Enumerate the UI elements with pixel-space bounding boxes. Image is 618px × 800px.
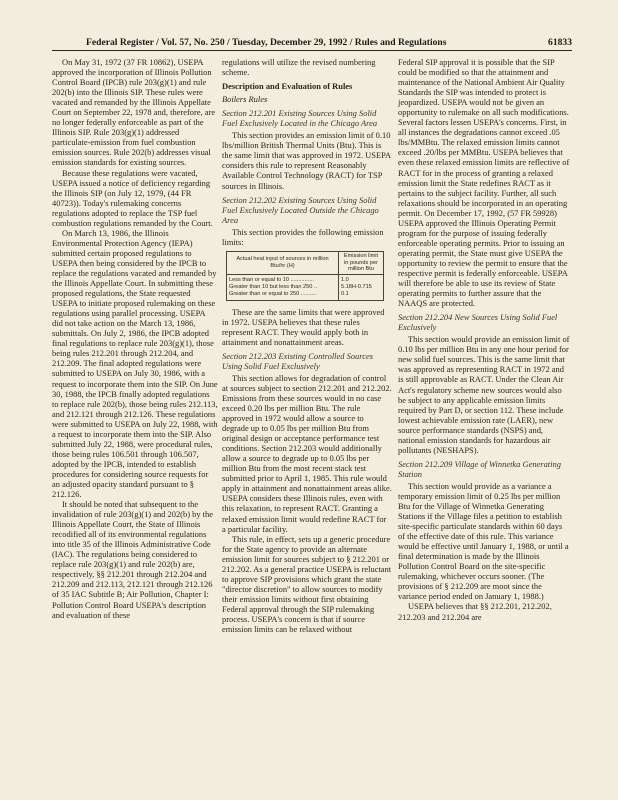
subheading: Boilers Rules — [222, 94, 268, 105]
section-title-212-201: Section 212.201 Existing Sources Using Solid Fuel Exclusively Located in the Chicago Area — [222, 108, 378, 129]
paragraph: USEPA believes that §§ 212.201, 212.202, 212.203 and 212.204 are — [398, 601, 552, 622]
section-title-212-203: Section 212.203 Existing Controlled Sources Using Solid Fuel Exclusively — [222, 350, 373, 371]
table-cell-limit: 0.1 — [339, 291, 384, 300]
table-row — [227, 275, 384, 284]
table-cell-input: Greater than 10 but less than 250 .. — [227, 284, 339, 291]
paragraph: This section provides an emission limit of 0.10 lbs/million British Thermal Units (Btu). This is the same limit that was approved in 1972. USEPA considers this rule to represent Reasonably Available Control Technology (RACT) for TSP sources in Illinois. — [222, 130, 391, 191]
paragraph: Federal SIP approval it is possible that the SIP could be modified so that the attainment and maintenance of the National Ambient Air Quality Standards the SIP was intended to protect is jeopardized. USEPA would not be given an opportunity to rulemake on all such modifications. Several factors lessen USEPA's concerns. First, in all instances the degradations cannot exceed .05 lbs/MMBtu. The relaxed emission limits cannot exceed .20/lbs per MMBtu. USEPA believes that even these relaxed emission limits are reflective of RACT for in the process of granting a relaxed emission limit the State redefines RACT as it pertains to the subject facility. Further, all such relaxations should be incorporated in an operating permit. On December 17, 1992, (57 FR 59928) USEPA approved the Illinois Operating Permit program for the purpose of issuing federally enforceable operating permits. Prior to issuing an operating permit, the State must give USEPA the opportunity to review the permit to ensure that the respective permit is federally enforceable. USEPA will therefore be able to use its review of State operating permits to further assure that the NAAQS are protected. — [398, 57, 570, 309]
column-3 — [398, 57, 570, 622]
paragraph: This rule, in effect, sets up a generic procedure for the State agency to provide an alternate emission limit for sources subject to § 212.201 or 212.202. As a general practice USEPA is reluctant to approve SIP provisions which grant the state "director discretion" to allow sources to modify their emission limits without first obtaining Federal approval through the SIP rulemaking process. USEPA's concern is that if source emission limits can be relaxed without — [222, 533, 392, 635]
emission-limits-table — [226, 251, 384, 301]
table-header-heat-input: Actual heat input of sources in million Btu/hr (H) — [227, 251, 339, 274]
page-number: 61833 — [548, 37, 572, 48]
column-2 — [222, 57, 392, 634]
section-title-212-202: Section 212.202 Existing Sources Using Solid Fuel Exclusively Located Outside the Chicago Area — [222, 194, 379, 225]
paragraph: On March 13, 1986, the Illinois Environmental Protection Agency (IEPA) submitted certain proposed regulations to USEPA then being considered by the IPCB to replace the regulations vacated and remanded by the Illinois Appellate Court. In submitting these proposed regulations, the State requested USEPA to initiate proposed rulemaking on these regulations using parallel processing. USEPA did not take action on the March 13, 1986, submittals. On July 2, 1986, the IPCB adopted final regulations to replace rule 203(g)(1), those being rules 212.201 through 212.204, and 212.209. The final adopted regulations were submitted to USEPA on July 30, 1986, with a request to incorporate them into the SIP. On June 30, 1988, the IPCB finally adopted regulations to replace rule 202(b), those being rules 212.113, and 212.121 through 212.126. These regulations were submitted to USEPA on July 22, 1988, with a request to incorporate them into the SIP. Also submitted July 22, 1988, were procedural rules, those being rules 106.501 through 106.507, adopted by the IPCB, intended to establish procedures for considering source requests for an adjusted opacity standard pursuant to § 212.126. — [52, 227, 218, 500]
paragraph: On May 31, 1972 (37 FR 10862), USEPA approved the incorporation of Illinois Pollution Control Board (IPCB) rule 203(g)(1) and rule 202(b) into the Illinois SIP. These rules were vacated and remanded by the Illinois Appellate Court on September 22, 1978 and, therefore, are no longer federally enforceable as part of the Illinois SIP. Rule 203(g)(1) addressed particulate-emission from fuel combustion emission sources. Rule 202(b) addresses visual emission standards for existing sources. — [52, 57, 216, 168]
section-heading: Description and Evaluation of Rules — [222, 81, 353, 92]
table-row — [227, 284, 384, 291]
header-citation: Federal Register / Vol. 57, No. 250 / Tuesday, December 29, 1992 / Rules and Regulations — [86, 37, 447, 48]
paragraph: regulations will utilize the revised numbering scheme. — [222, 57, 376, 78]
section-title-212-209: Section 212.209 Village of Winnetka Generating Station — [398, 458, 561, 479]
paragraph: This section provides the following emission limits: — [222, 226, 384, 247]
table-cell-input: Less than or equal to 10 ............... — [227, 275, 339, 284]
paragraph: This section would provide an emission limit of 0.10 lbs per million Btu in any one hour period for new solid fuel sources. This is the same limit that was approved as representing RACT in 1972 and is still approvable as RACT. Under the Clean Air Act's regulatory scheme new sources would also be subject to any applicable emission limits required by Part D, or section 112. These include lowest achievable emission rate (LAER), new source performance standards (NSPS) and, national emission standards for hazardous air pollutants (NESHAPS). — [398, 334, 570, 455]
table-cell-limit: 5.18H-0.715 — [339, 284, 384, 291]
column-1 — [52, 57, 218, 620]
section-title-212-204: Section 212.204 New Sources Using Solid Fuel Exclusively — [398, 312, 558, 333]
header-rule — [52, 50, 572, 51]
paragraph: Because these regulations were vacated, USEPA issued a notice of deficiency regarding the Illinois SIP (on July 12, 1979, (44 FR 40723)). Today's rulemaking concerns regulations adopted to replace the TSP fuel combustion regulations remanded by the Court. — [52, 167, 213, 228]
paragraph: These are the same limits that were approved in 1972. USEPA believes that these rules represent RACT. They would apply both in attainment and nonattainment areas. — [222, 306, 385, 347]
paragraph: This section would provide as a variance a temporary emission limit of 0.25 lbs per million Btu for the Village of Winnetka Generating Stations if the Village files a petition to establish site-specific particulate standards within 60 days of the effective date of this rule. This variance would be effective until January 1, 1988, or until a final determination is made by the Illinois Pollution Control Board on the site-specific rulemaking, whichever occurs sooner. (The provisions of § 212.209 are moot since the variance period ended on January 1, 1988.) — [398, 480, 569, 602]
table-header-emission-limit: Emission limit in pounds per million Btu — [339, 251, 384, 274]
paragraph: It should be noted that subsequent to the invalidation of rule 203(g)(1) and 202(b) by the Illinois Appellate Court, the State of Illinois recodified all of its environmental regulations into title 35 of the Illinois Administrative Code (IAC). The regulations being considered to replace rule 203(g)(1) and rule 202(b) are, respectively, §§ 212.201 through 212.204 and 212.209 and 212.113, 212.121 through 212.126 of 35 IAC Subtitle B; Air Pollution, Chapter I: Pollution Control Board USEPA's description and evaluation of these — [52, 499, 213, 620]
table-cell-limit: 1.0 — [339, 275, 384, 284]
table-row — [227, 291, 384, 300]
paragraph: This section allows for degradation of control at sources subject to section 212.201 and 212.202. Emissions from these sources would in no case exceed 0.20 lbs per million Btu. The rule approved in 1972 would allow a source to degrade up to 0.05 lbs per million Btu from original design or acceptance performance test conditions. Section 212.203 would additionally allow a source to degrade up to 0.05 lbs per million Btu from the most recent stack test submitted prior to April 1, 1985. This rule would apply in attainment and nonattainment areas alike. USEPA considers these Illinois rules, even with this relaxation, to represent RACT. Granting a relaxed emission limit would redefine RACT for a particular facility. — [222, 372, 392, 534]
table-cell-input: Greater than or equal to 250 .......... — [227, 291, 339, 300]
